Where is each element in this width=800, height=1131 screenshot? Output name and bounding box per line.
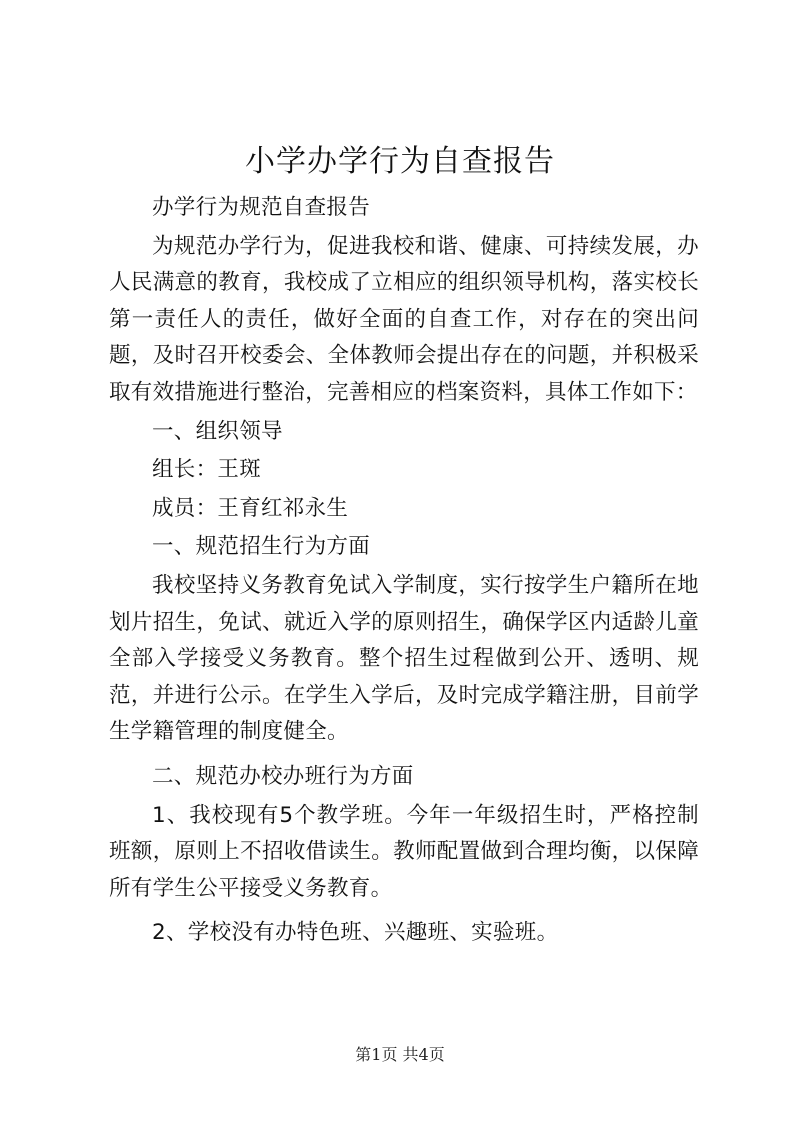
document-title: 小学办学行为自查报告 [245,144,555,179]
paragraph-members: 成员：王育红祁永生 [152,495,349,521]
paragraph-group-leader: 组长：王斑 [152,457,262,483]
section-heading-enrollment: 一、规范招生行为方面 [152,534,371,560]
paragraph-class-count: 1、我校现有5个教学班。今年一年级招生时，严格控制班额，原则上不招收借读生。教师配置做到合理均衡，以保障所有学生公平接受义务教育。 [109,802,699,901]
paragraph-enrollment: 我校坚持义务教育免试入学制度，实行按学生户籍所在地划片招生，免试、就近入学的原则招生，确保学区内适龄儿童全部入学接受义务教育。整个招生过程做到公开、透明、规范，并进行公示。在学生入学后，及时完成学籍注册，目前学生学籍管理的制度健全。 [109,572,699,745]
paragraph-introduction: 为规范办学行为，促进我校和谐、健康、可持续发展，办人民满意的教育，我校成了立相应的组织领导机构，落实校长第一责任人的责任，做好全面的自查工作，对存在的突出问题，及时召开校委会、全体教师会提出存在的问题，并积极采取有效措施进行整治，完善相应的档案资料，具体工作如下： [109,233,699,405]
document-body [109,190,699,952]
page-number: 第1页 共4页 [355,1045,445,1064]
paragraph-no-special-classes: 2、学校没有办特色班、兴趣班、实验班。 [152,920,559,946]
section-heading-organization: 一、组织领导 [152,418,283,444]
section-heading-school-management: 二、规范办校办班行为方面 [152,763,414,789]
paragraph-subtitle: 办学行为规范自查报告 [152,195,371,220]
